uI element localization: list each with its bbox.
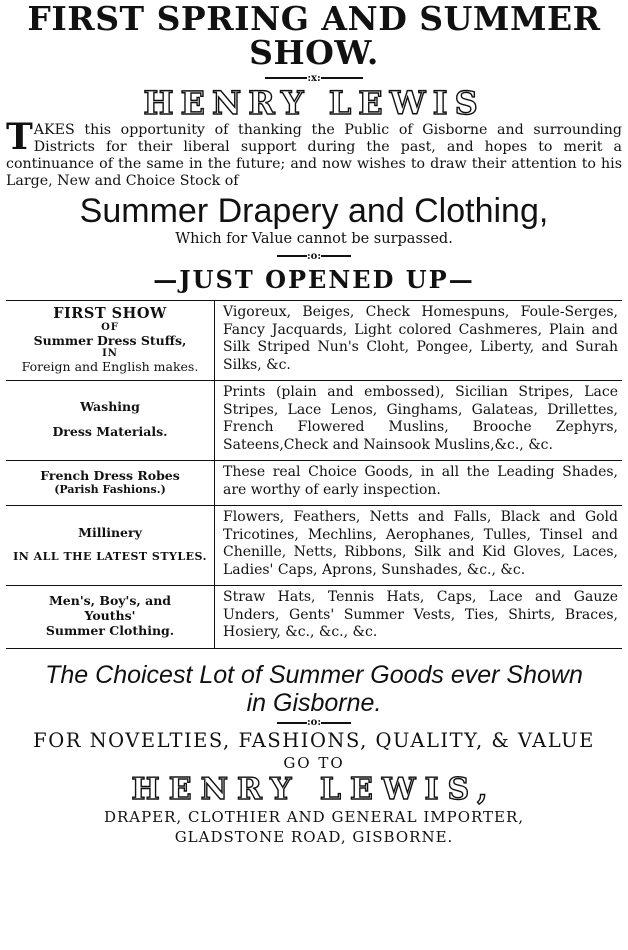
merchant-heading: HENRY LEWIS (143, 84, 485, 122)
headline-line1: FIRST SPRING AND SUMMER (27, 0, 601, 38)
novelties-line: FOR NOVELTIES, FASHIONS, QUALITY, & VALUE (33, 728, 595, 752)
divider-rule-2: :o: (6, 248, 622, 264)
items-cell: Vigoreux, Beiges, Check Homespuns, Foule-Serges, Fancy Jacquards, Light colored Cashmeres, Plain and Silk Striped Nun's Cloht, Pongee, Liberty, and Surah Silks, &c. (215, 301, 623, 381)
address-line: GLADSTONE ROAD, GISBORNE. (174, 827, 454, 846)
table-row (6, 461, 622, 506)
items-cell: Straw Hats, Tennis Hats, Caps, Lace and Gauze Unders, Gents' Summer Vests, Ties, Shirts, Braces, Hosiery, &c., &c., &c. (215, 586, 623, 649)
table-row (6, 381, 622, 461)
headline-line2: SHOW. (249, 33, 379, 72)
goods-table (6, 300, 622, 649)
just-opened-heading: —JUST OPENED UP— (153, 265, 475, 294)
go-to-line: GO TO (283, 753, 345, 772)
category-cell: French Dress Robes (Parish Fashions.) (6, 461, 215, 506)
advertisement (0, 2, 628, 950)
trade-line: DRAPER, CLOTHIER AND GENERAL IMPORTER, (103, 807, 525, 826)
items-cell: Flowers, Feathers, Netts and Falls, Black and Gold Tricotines, Mechlins, Aerophanes, Tulles, Tinsel and Chenille, Netts, Ribbons, Silk and Kid Gloves, Laces, Ladies' Caps, Aprons, Sunshades, &c., &c. (215, 506, 623, 586)
divider-rule-3: :o: (6, 717, 622, 729)
intro-paragraph (6, 116, 622, 190)
value-line: Which for Value cannot be surpassed. (175, 231, 453, 247)
category-cell: FIRST SHOW OF Summer Dress Stuffs, IN Foreign and English makes. (6, 301, 215, 381)
table-row (6, 586, 622, 649)
category-cell: Millinery IN ALL THE LATEST STYLES. (6, 506, 215, 586)
intro-dropcap: T (6, 116, 33, 158)
category-cell: Washing Dress Materials. (6, 381, 215, 461)
table-row (6, 506, 622, 586)
merchant-footer: HENRY LEWIS, (131, 771, 497, 807)
category-cell: Men's, Boy's, and Youths' Summer Clothing. (6, 586, 215, 649)
choicest-slogan: The Choicest Lot of Summer Goods ever Shown in Gisborne. (45, 660, 583, 717)
intro-text: AKES this opportunity of thanking the Public of Gisborne and surrounding Districts for their liberal support during the past, and hopes to merit a continuance of the same in the future; and now wishes to draw their attention to his Large, New and Choice Stock of (6, 122, 622, 189)
divider-rule: :x: (6, 70, 622, 86)
items-cell: Prints (plain and embossed), Sicilian Stripes, Lace Stripes, Lace Lenos, Ginghams, Galateas, Drillettes, French Flowered Muslins, Brooche Zephyrs, Sateens,Check and Nainsook Muslins,&c., &c. (215, 381, 623, 461)
feature-line: Summer Drapery and Clothing, (79, 192, 549, 230)
table-row (6, 301, 622, 381)
headline (6, 2, 622, 70)
items-cell: These real Choice Goods, in all the Leading Shades, are worthy of early inspection. (215, 461, 623, 506)
